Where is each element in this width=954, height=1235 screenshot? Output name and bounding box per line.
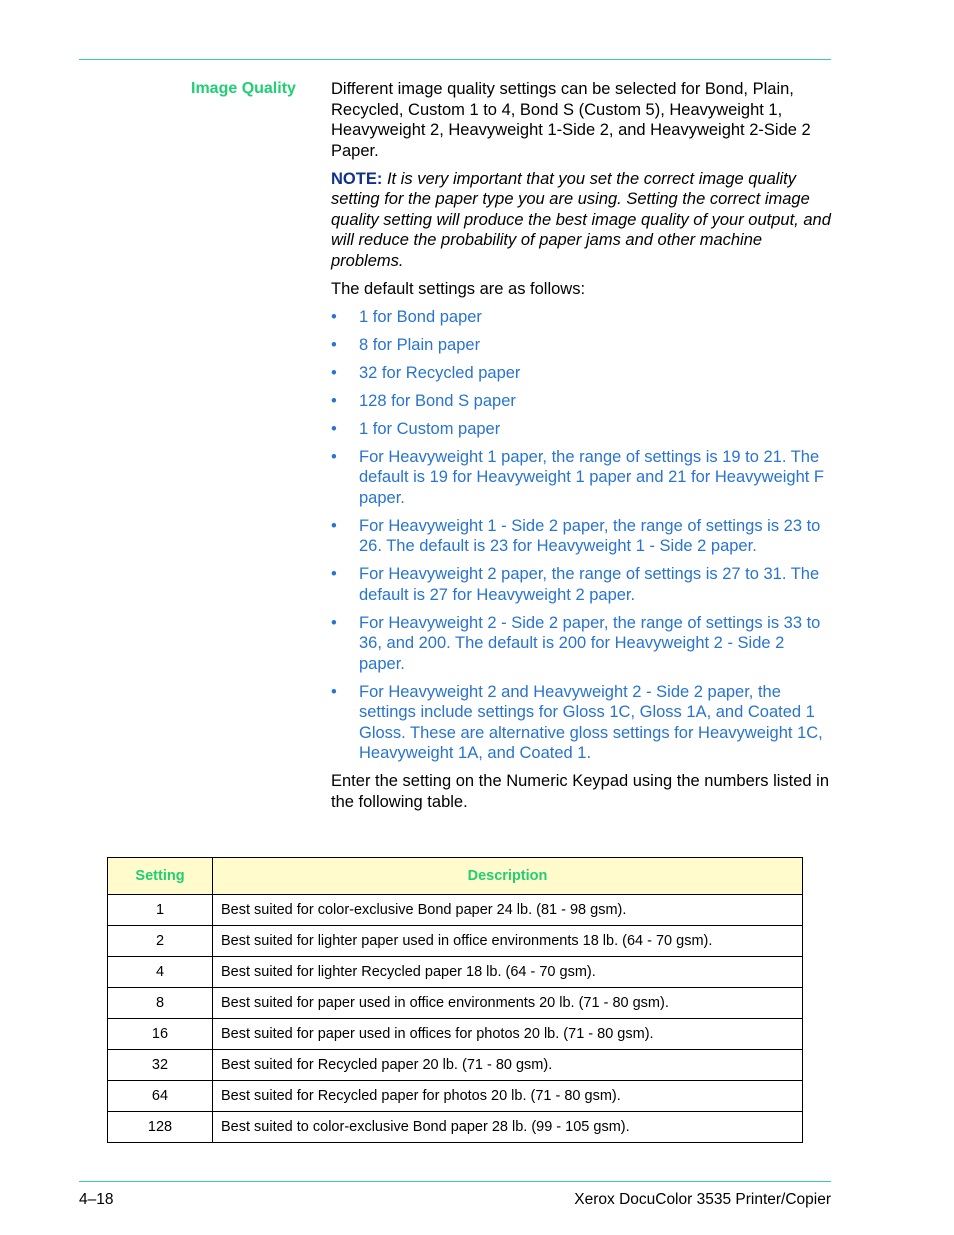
list-item: [331, 613, 831, 675]
description-cell: Best suited for Recycled paper for photos 20 lb. (71 - 80 gsm).: [213, 1081, 803, 1112]
page-number: 4–18: [79, 1191, 114, 1208]
column-header-description: Description: [213, 858, 803, 895]
bullet-icon: •: [331, 447, 337, 466]
defaults-intro: The default settings are as follows:: [331, 279, 586, 298]
setting-cell: 32: [108, 1050, 213, 1081]
bullet-icon: •: [331, 307, 337, 326]
list-item: [331, 682, 831, 764]
table-row: [108, 926, 803, 957]
settings-table: [107, 857, 803, 1143]
table-row: [108, 1112, 803, 1143]
list-item-text: 8 for Plain paper: [359, 335, 481, 354]
table-row: [108, 1081, 803, 1112]
bullet-icon: •: [331, 613, 337, 632]
bullet-icon: •: [331, 335, 337, 354]
intro-paragraph: Different image quality settings can be selected for Bond, Plain, Recycled, Custom 1 to 4, Bond S (Custom 5), Heavyweight 1, Heavyweight 2, Heavyweight 1-Side 2, and Heavyweight 2-Side 2 Paper.: [331, 80, 811, 160]
description-cell: Best suited for paper used in offices for photos 20 lb. (71 - 80 gsm).: [213, 1019, 803, 1050]
setting-cell: 1: [108, 895, 213, 926]
setting-cell: 8: [108, 988, 213, 1019]
bullet-icon: •: [331, 565, 337, 583]
description-cell: Best suited for paper used in office environments 20 lb. (71 - 80 gsm).: [213, 988, 803, 1019]
bottom-rule: [79, 1181, 831, 1182]
table-row: [108, 1050, 803, 1081]
note-paragraph: [331, 169, 831, 272]
bullet-icon: •: [331, 419, 337, 438]
setting-cell: 64: [108, 1081, 213, 1112]
bullet-icon: •: [331, 363, 337, 382]
note-text: It is very important that you set the correct image quality setting for the paper type you are using. Setting the correct image quality setting will produce the best image quality of your output, and will reduce the probability of paper jams and other machine problems.: [331, 169, 831, 270]
list-item-text: For Heavyweight 2 - Side 2 paper, the range of settings is 33 to 36, and 200. The default is 200 for Heavyweight 2 - Side 2 paper.: [359, 613, 821, 673]
list-item-text: 32 for Recycled paper: [359, 363, 521, 382]
list-item: [331, 391, 831, 412]
setting-cell: 128: [108, 1112, 213, 1143]
column-header-setting: Setting: [108, 858, 213, 895]
setting-cell: 16: [108, 1019, 213, 1050]
list-item: [331, 363, 831, 384]
description-cell: Best suited for color-exclusive Bond paper 24 lb. (81 - 98 gsm).: [213, 895, 803, 926]
note-label: NOTE:: [331, 169, 383, 188]
description-cell: Best suited for lighter paper used in office environments 18 lb. (64 - 70 gsm).: [213, 926, 803, 957]
description-cell: Best suited for Recycled paper 20 lb. (71 - 80 gsm).: [213, 1050, 803, 1081]
closing-paragraph: Enter the setting on the Numeric Keypad using the numbers listed in the following table.: [331, 772, 830, 811]
bullet-icon: •: [331, 391, 337, 410]
description-cell: Best suited for lighter Recycled paper 18 lb. (64 - 70 gsm).: [213, 957, 803, 988]
top-rule: [79, 59, 831, 60]
table-header-row: [108, 858, 803, 895]
list-item: [331, 307, 831, 328]
body-column: [331, 79, 831, 820]
product-name: Xerox DocuColor 3535 Printer/Copier: [574, 1191, 831, 1208]
list-item-text: For Heavyweight 2 paper, the range of settings is 27 to 31. The default is 27 for Heavyweight 2 paper.: [359, 565, 820, 604]
list-item-text: 1 for Custom paper: [359, 419, 501, 438]
bullet-icon: •: [331, 516, 337, 535]
table-row: [108, 1019, 803, 1050]
table-row: [108, 957, 803, 988]
description-cell: Best suited to color-exclusive Bond paper 28 lb. (99 - 105 gsm).: [213, 1112, 803, 1143]
table-row: [108, 988, 803, 1019]
list-item: [331, 447, 831, 509]
setting-cell: 2: [108, 926, 213, 957]
list-item: [331, 516, 831, 557]
list-item-text: 1 for Bond paper: [359, 307, 482, 326]
setting-cell: 4: [108, 957, 213, 988]
list-item-text: 128 for Bond S paper: [359, 391, 516, 410]
section-heading: Image Quality: [191, 80, 296, 97]
list-item: [331, 564, 831, 605]
defaults-list: [331, 307, 831, 764]
table-row: [108, 895, 803, 926]
list-item-text: For Heavyweight 2 and Heavyweight 2 - Side 2 paper, the settings include settings for Gloss 1C, Gloss 1A, and Coated 1 Gloss. These are alternative gloss settings for Heavyweight 1C, Heavyweight 1A, and Coated 1.: [359, 682, 823, 762]
list-item-text: For Heavyweight 1 - Side 2 paper, the range of settings is 23 to 26. The default is 23 for Heavyweight 1 - Side 2 paper.: [359, 516, 821, 555]
list-item-text: For Heavyweight 1 paper, the range of settings is 19 to 21. The default is 19 for Heavyweight 1 paper and 21 for Heavyweight F paper.: [359, 447, 825, 507]
bullet-icon: •: [331, 682, 337, 701]
list-item: [331, 419, 831, 440]
list-item: [331, 335, 831, 356]
